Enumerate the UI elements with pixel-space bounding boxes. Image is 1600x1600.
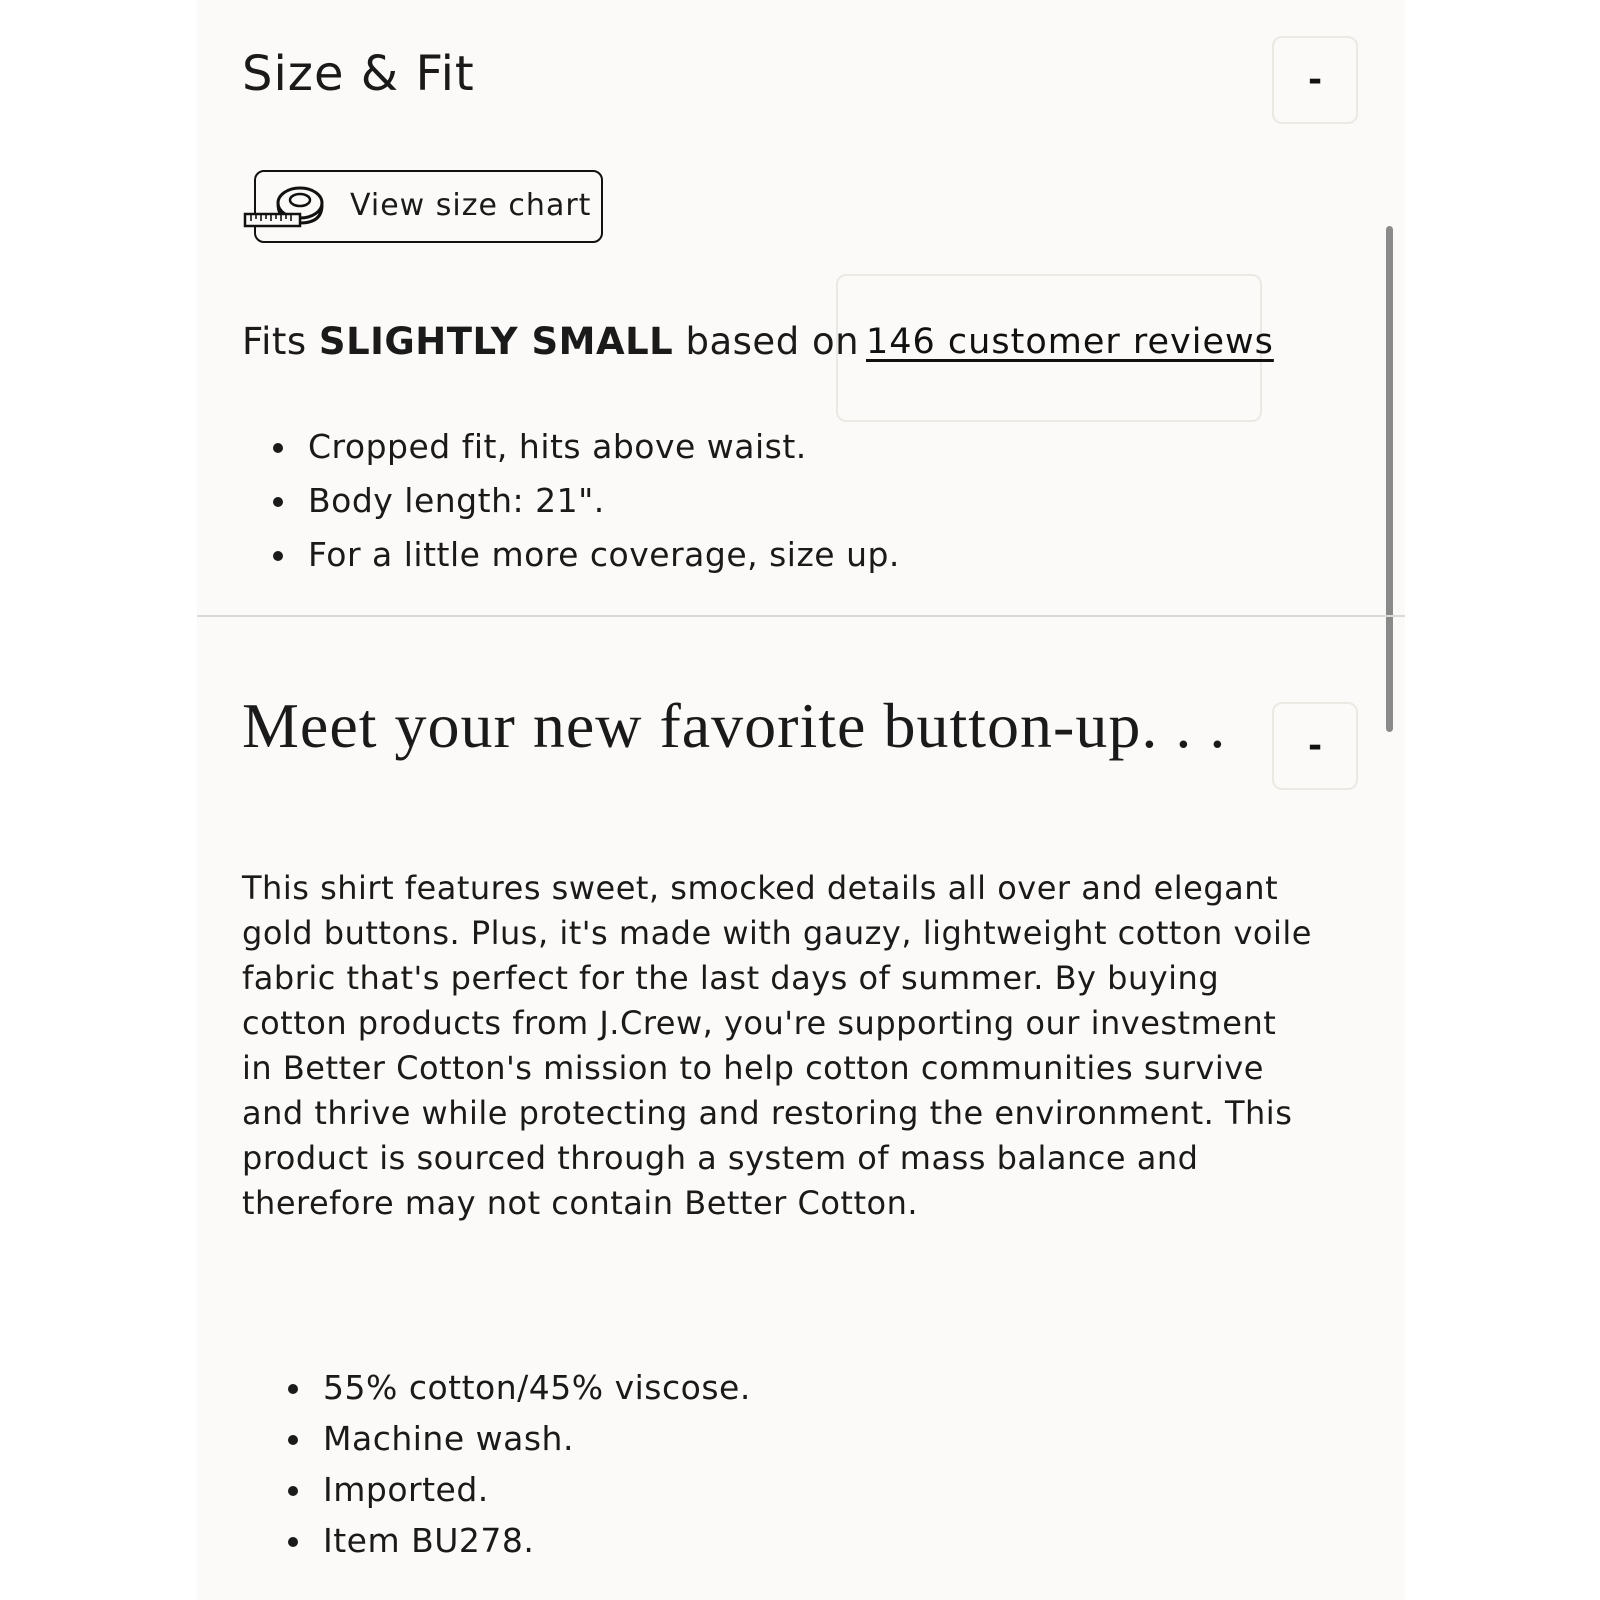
list-item: • Body length: 21". (300, 474, 900, 528)
scrollbar[interactable] (1386, 226, 1393, 732)
fit-rating (242, 320, 859, 363)
fit-value: SLIGHTLY SMALL (318, 320, 674, 363)
reviews-link-container (836, 274, 1274, 422)
list-item: • 55% cotton/45% viscose. (315, 1362, 751, 1413)
description-body: This shirt features sweet, smocked details all over and elegant gold buttons. Plus, it's made with gauzy, lightweight cotton voile fabric that's perfect for the last days of summer. By buying cotton products from J.Crew, you're supporting our investment in Better Cotton's mission to help cotton communities survive and thrive while protecting and restoring the environment. This product is sourced through a system of mass balance and therefore may not contain Better Cotton. (242, 869, 1312, 1222)
fit-prefix: Fits (242, 320, 307, 363)
size-chart-button-label: View size chart (350, 188, 592, 223)
minus-icon: - (1307, 60, 1323, 100)
fit-details-list (270, 420, 900, 582)
section-divider (197, 615, 1405, 617)
list-item: • Machine wash. (315, 1413, 751, 1464)
fabric-care-list (283, 1362, 751, 1566)
description-collapse-button[interactable] (1272, 702, 1358, 790)
list-item: • Item BU278. (315, 1515, 751, 1566)
size-fit-title: Size & Fit (242, 46, 475, 102)
description-title: Meet your new favorite button-up. . . (242, 690, 1227, 761)
size-fit-collapse-button[interactable] (1272, 36, 1358, 124)
fit-suffix: based on (685, 320, 860, 363)
customer-reviews-link[interactable]: 146 customer reviews (866, 322, 1274, 362)
list-item: • Cropped fit, hits above waist. (300, 420, 900, 474)
measuring-tape-icon (243, 183, 327, 233)
list-item: • Imported. (315, 1464, 751, 1515)
minus-icon: - (1307, 726, 1323, 766)
list-item: • For a little more coverage, size up. (300, 528, 900, 582)
